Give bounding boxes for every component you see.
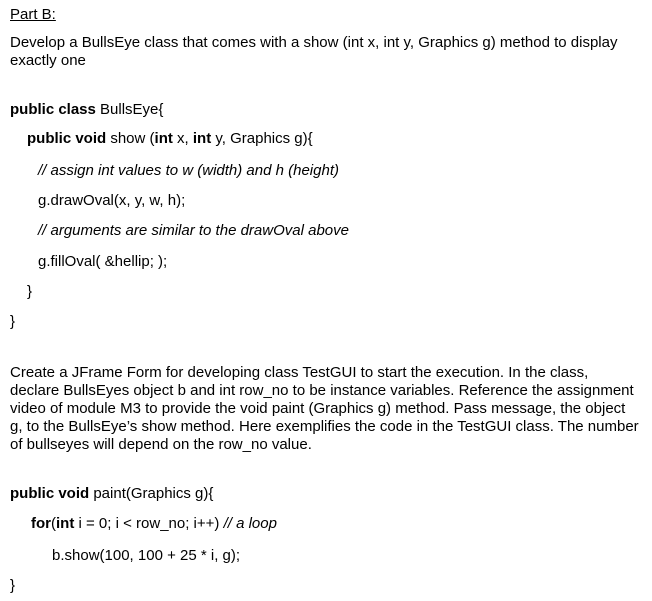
- comment-assign: // assign int values to w (width) and h (height): [38, 162, 339, 179]
- draw-oval-line: g.drawOval(x, y, w, h);: [38, 192, 186, 209]
- method-keyword: public void: [27, 130, 107, 147]
- class-keyword: public class: [10, 101, 96, 118]
- for-keyword: for: [31, 515, 51, 532]
- paint-method-line: [10, 485, 213, 502]
- param-rest: y, Graphics g){: [211, 130, 313, 147]
- int-keyword-2: int: [192, 130, 212, 147]
- paint-close-brace: }: [10, 577, 16, 594]
- method-close-brace: }: [27, 283, 33, 300]
- comment-arguments: // arguments are similar to the drawOval above: [38, 222, 349, 239]
- part-heading: Part B:: [10, 6, 56, 23]
- show-method-line: [27, 130, 313, 147]
- for-loop-line: [31, 515, 277, 532]
- int-keyword-1: int: [154, 130, 173, 147]
- for-int-keyword: int: [56, 515, 75, 532]
- fill-oval-line: g.fillOval( &hellip; );: [38, 253, 168, 270]
- paint-keyword: public void: [10, 485, 90, 502]
- for-paren: (: [51, 515, 56, 532]
- param-x: x,: [172, 130, 193, 147]
- paint-signature: paint(Graphics g){: [89, 485, 214, 502]
- loop-comment: // a loop: [223, 515, 277, 532]
- intro-paragraph: Develop a BullsEye class that comes with a show (int x, int y, Graphics g) method to display exactly one: [10, 34, 618, 69]
- class-name: BullsEye{: [95, 101, 164, 118]
- description-paragraph: Create a JFrame Form for developing class TestGUI to start the execution. In the class, declare BullsEyes object b and int row_no to be instance variables. Reference the assignment video of module M3 to provide the void paint (Graphics g) method. Pass message, the object g, to the BullsEye’s show method. Here exemplifies the code in the TestGUI class. The number of bullseyes will depend on the row_no value.: [10, 364, 639, 453]
- for-condition: i = 0; i < row_no; i++): [74, 515, 224, 532]
- method-name: show (: [106, 130, 155, 147]
- class-declaration-line: [10, 101, 163, 118]
- class-close-brace: }: [10, 313, 16, 330]
- show-call-line: b.show(100, 100 + 25 * i, g);: [52, 547, 241, 564]
